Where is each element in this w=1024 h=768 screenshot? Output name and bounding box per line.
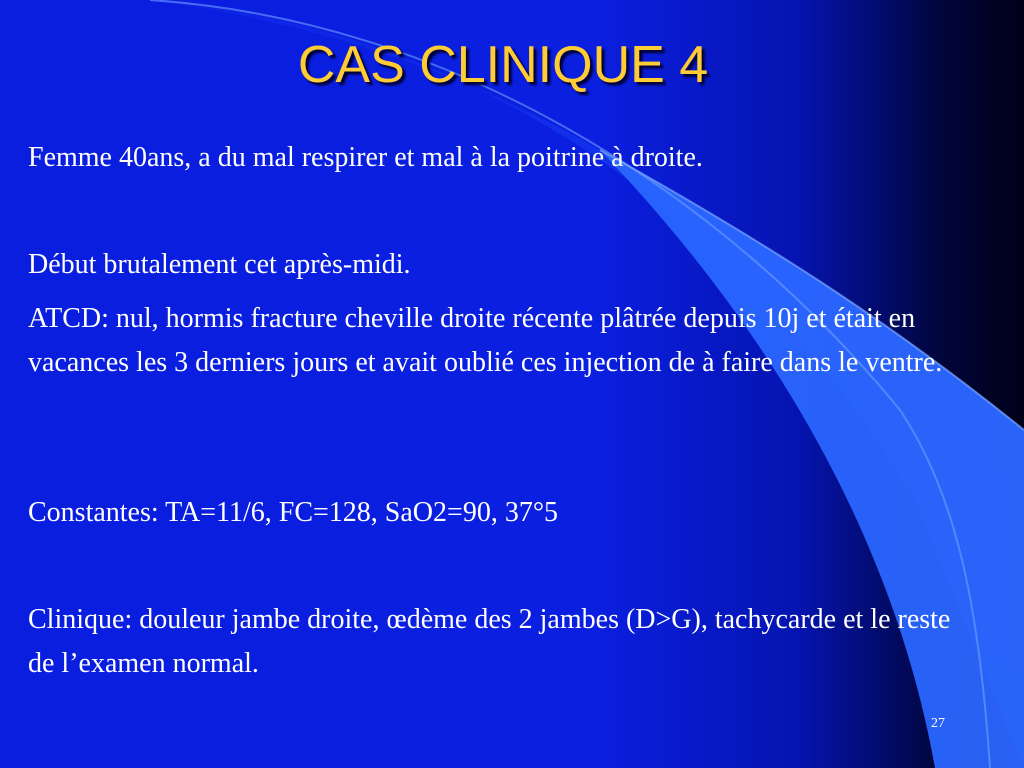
slide-title: CAS CLINIQUE 4 (297, 36, 709, 94)
slide-number: 27 (931, 716, 945, 731)
paragraph-onset: Début brutalement cet après-midi. (28, 249, 411, 280)
paragraph-clinical: Clinique: douleur jambe droite, œdème des 2 jambes (D>G), tachycarde et le reste de l’examen normal. (28, 604, 951, 679)
paragraph-history: ATCD: nul, hormis fracture cheville droite récente plâtrée depuis 10j et était en vacances les 3 derniers jours et avait oublié ces injection de à faire dans le ventre. (28, 303, 943, 378)
paragraph-patient: Femme 40ans, a du mal respirer et mal à la poitrine à droite. (28, 142, 703, 173)
paragraph-vitals: Constantes: TA=11/6, FC=128, SaO2=90, 37°5 (28, 497, 559, 528)
